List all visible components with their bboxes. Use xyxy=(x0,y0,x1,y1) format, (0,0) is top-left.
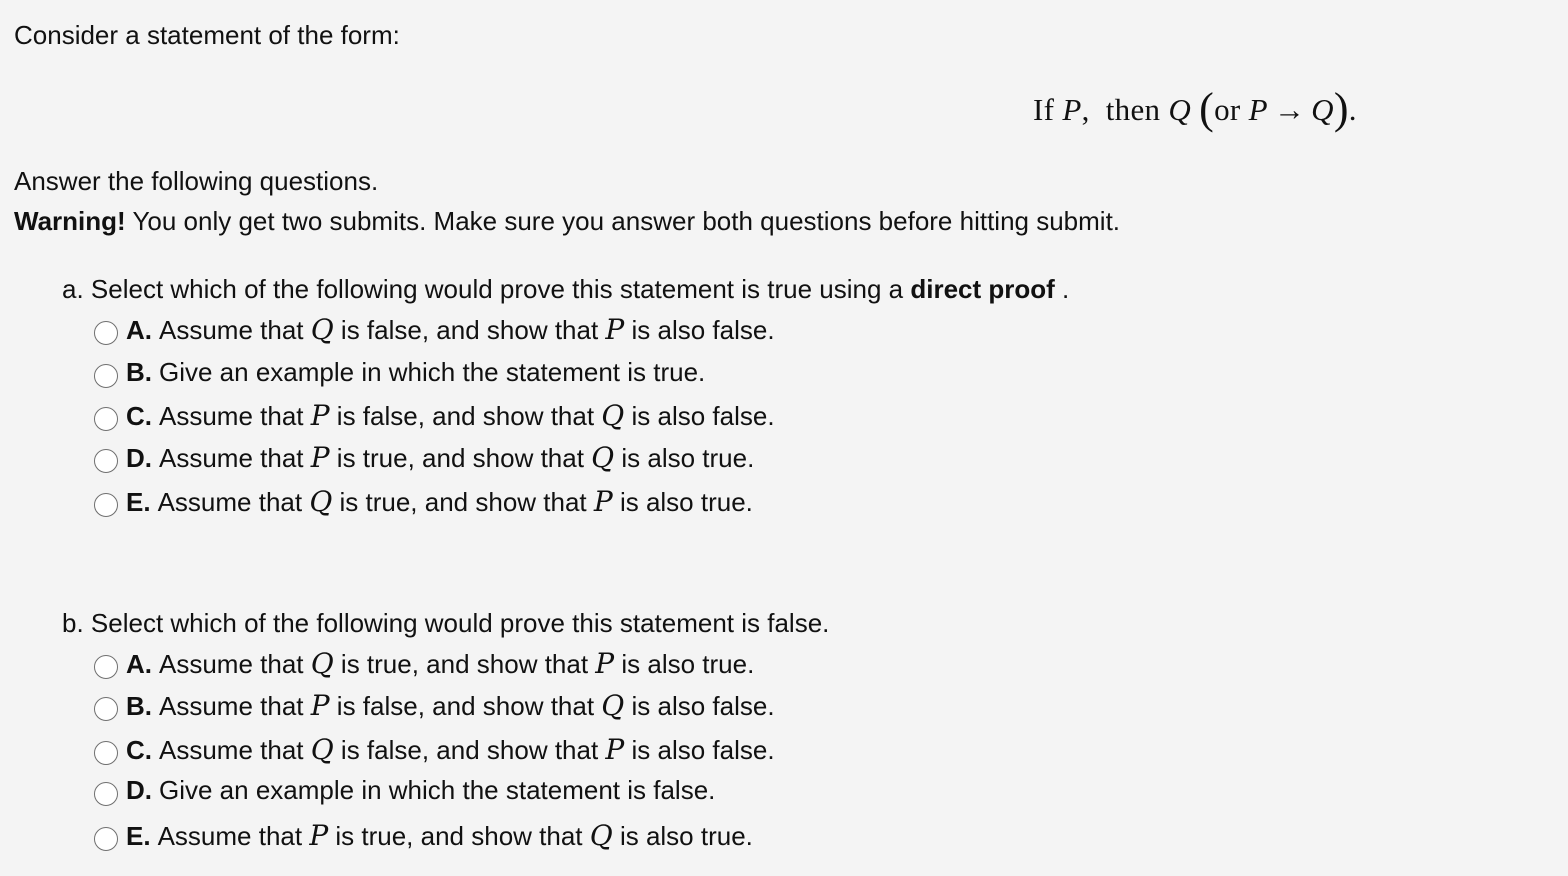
option-text: is also false. xyxy=(624,691,775,721)
math-variable: P xyxy=(595,647,615,680)
radio-button[interactable] xyxy=(94,449,118,473)
intro-text: Consider a statement of the form: xyxy=(14,20,400,50)
option-text: Assume that xyxy=(159,401,311,431)
math-variable: P xyxy=(310,399,330,432)
option-label[interactable] xyxy=(126,819,753,852)
option-label[interactable] xyxy=(126,689,775,722)
question-a-emphasis: direct proof xyxy=(910,274,1055,304)
option-text: is also true. xyxy=(612,487,753,517)
math-variable: Q xyxy=(309,485,333,518)
display-formula xyxy=(1033,80,1357,131)
option-letter: C. xyxy=(126,735,152,765)
option-text: is also false. xyxy=(624,401,775,431)
option-text: is false, and show that xyxy=(333,315,606,345)
math-variable: P xyxy=(309,819,329,852)
formula-p2: P xyxy=(1248,92,1268,127)
question-a-prompt xyxy=(62,274,1069,305)
option-text: Assume that xyxy=(159,315,311,345)
math-variable: P xyxy=(310,689,330,722)
option-text: is true, and show that xyxy=(332,487,594,517)
option-label[interactable] xyxy=(126,647,754,680)
option-letter: B. xyxy=(126,691,152,721)
math-variable: P xyxy=(593,485,613,518)
math-variable: Q xyxy=(310,733,334,766)
formula-arrow: → xyxy=(1273,92,1306,127)
warning-text: You only get two submits. Make sure you answer both questions before hitting submit. xyxy=(125,206,1121,236)
formula-open-paren: ( xyxy=(1199,84,1215,133)
radio-button[interactable] xyxy=(94,407,118,431)
radio-button[interactable] xyxy=(94,741,118,765)
math-variable: P xyxy=(310,441,330,474)
option-letter: E. xyxy=(126,487,151,517)
option-letter: A. xyxy=(126,649,152,679)
option-letter: A. xyxy=(126,315,152,345)
radio-button[interactable] xyxy=(94,827,118,851)
option-label[interactable] xyxy=(126,399,775,432)
warning-label: Warning! xyxy=(14,206,126,236)
radio-button[interactable] xyxy=(94,655,118,679)
option-text: is true, and show that xyxy=(329,443,592,473)
option-letter: D. xyxy=(126,775,152,805)
option-text: Assume that xyxy=(159,649,311,679)
math-variable: P xyxy=(605,313,625,346)
option-text: is true, and show that xyxy=(328,821,590,851)
math-variable: Q xyxy=(589,819,613,852)
formula-comma: , xyxy=(1081,92,1090,127)
option-label[interactable] xyxy=(126,313,775,346)
math-variable: Q xyxy=(310,313,334,346)
option-text: is also false. xyxy=(624,735,775,765)
option-label[interactable] xyxy=(126,775,715,806)
question-a-prefix: a. Select which of the following would prove this statement is true using a xyxy=(62,274,911,304)
option-text: Assume that xyxy=(157,821,310,851)
option-text: is false, and show that xyxy=(329,401,602,431)
option-text: Assume that xyxy=(159,735,311,765)
question-b-option-a[interactable] xyxy=(94,647,754,680)
question-b-prompt: b. Select which of the following would prove this statement is false. xyxy=(62,608,830,638)
option-text: is also false. xyxy=(624,315,775,345)
option-text: is false, and show that xyxy=(329,691,602,721)
option-text: Give an example in which the statement is false. xyxy=(159,775,716,805)
formula-or: or xyxy=(1214,92,1241,127)
option-label[interactable] xyxy=(126,485,753,518)
option-label[interactable] xyxy=(126,357,705,388)
formula-close-paren: ) xyxy=(1333,84,1349,133)
math-variable: Q xyxy=(310,647,334,680)
question-b-option-c[interactable] xyxy=(94,733,775,766)
formula-then: then xyxy=(1105,92,1161,127)
math-variable: Q xyxy=(601,399,625,432)
option-text: is also true. xyxy=(614,649,755,679)
radio-button[interactable] xyxy=(94,364,118,388)
question-a-suffix: . xyxy=(1054,274,1070,304)
radio-button[interactable] xyxy=(94,782,118,806)
warning-line xyxy=(14,206,1120,237)
option-letter: E. xyxy=(126,821,151,851)
option-text: is also true. xyxy=(612,821,753,851)
option-text: is false, and show that xyxy=(333,735,606,765)
option-letter: C. xyxy=(126,401,152,431)
formula-q: Q xyxy=(1168,92,1192,127)
math-variable: P xyxy=(605,733,625,766)
option-text: Give an example in which the statement is true. xyxy=(159,357,706,387)
option-label[interactable] xyxy=(126,441,754,474)
question-a-option-d[interactable] xyxy=(94,441,754,474)
formula-q2: Q xyxy=(1311,92,1334,127)
radio-button[interactable] xyxy=(94,697,118,721)
option-text: is also true. xyxy=(614,443,755,473)
formula-period: . xyxy=(1348,92,1357,127)
option-label[interactable] xyxy=(126,733,775,766)
option-text: Assume that xyxy=(157,487,310,517)
question-a-option-a[interactable] xyxy=(94,313,775,346)
question-a-option-e[interactable] xyxy=(94,485,753,518)
option-letter: D. xyxy=(126,443,152,473)
formula-if: If xyxy=(1033,92,1055,127)
question-a-option-c[interactable] xyxy=(94,399,775,432)
radio-button[interactable] xyxy=(94,321,118,345)
math-variable: Q xyxy=(601,689,625,722)
instructions-text: Answer the following questions. xyxy=(14,166,379,196)
math-variable: Q xyxy=(591,441,615,474)
option-letter: B. xyxy=(126,357,152,387)
option-text: Assume that xyxy=(159,443,311,473)
question-b-option-b[interactable] xyxy=(94,689,775,722)
question-b-option-e[interactable] xyxy=(94,819,753,852)
question-a-option-b[interactable] xyxy=(94,357,705,388)
radio-button[interactable] xyxy=(94,493,118,517)
question-b-option-d[interactable] xyxy=(94,775,715,806)
option-text: Assume that xyxy=(159,691,311,721)
formula-p: P xyxy=(1062,92,1082,127)
option-text: is true, and show that xyxy=(333,649,596,679)
